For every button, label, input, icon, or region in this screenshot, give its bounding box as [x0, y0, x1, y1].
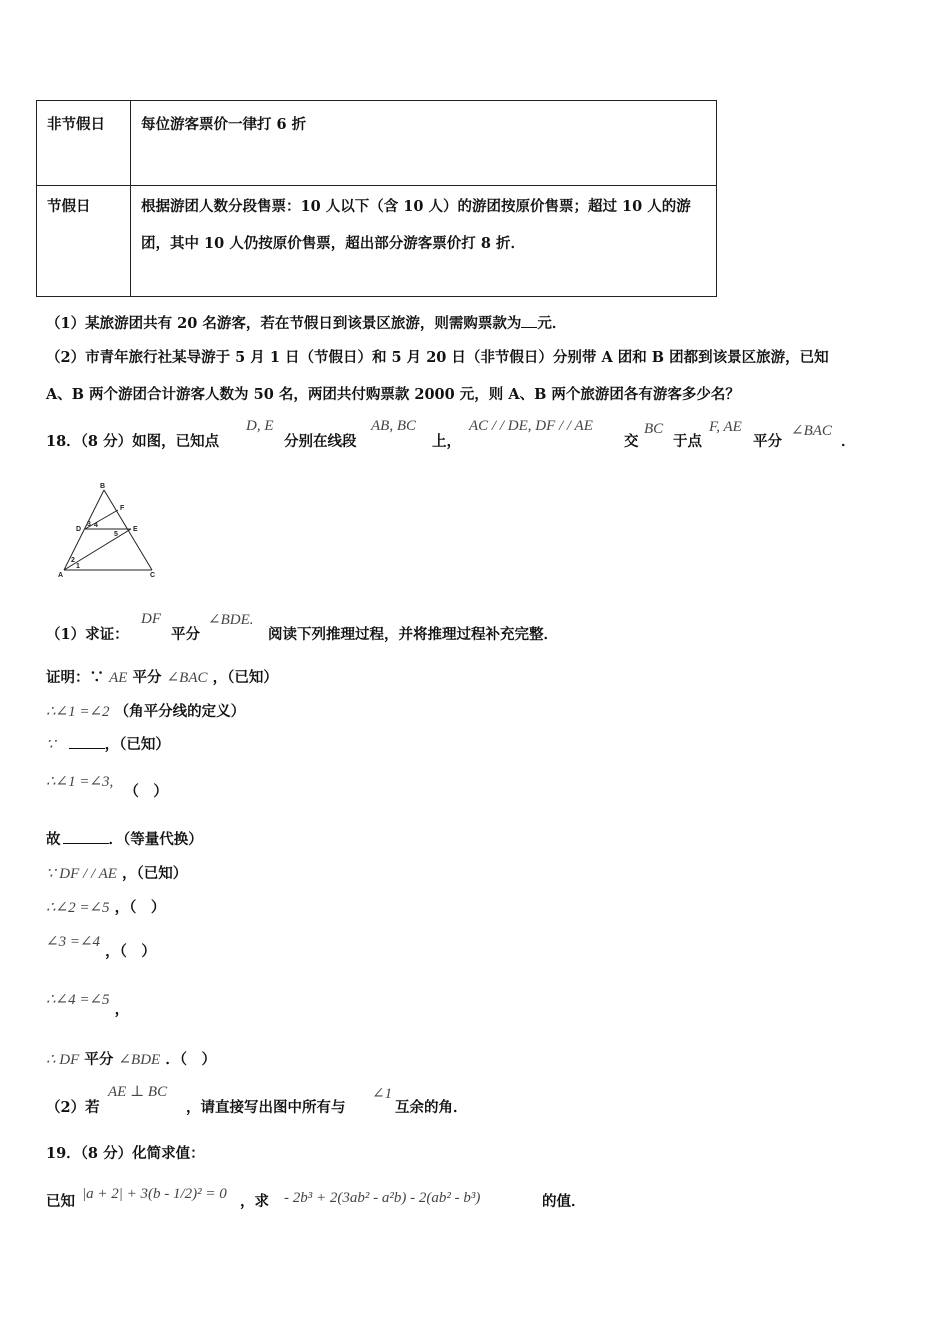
proof-line-6: [46, 862, 187, 883]
math-f-ae: F, AE: [709, 419, 742, 435]
proof-text: （角平分线的定义）: [114, 703, 246, 720]
q18-sub1-text: 阅读下列推理过程，并将推理过程补充完整．: [268, 626, 558, 643]
price-table: [36, 100, 717, 297]
proof-text: ，（ ）: [105, 943, 156, 960]
proof-line-3: [46, 733, 170, 754]
q18-text: 上，: [432, 433, 461, 450]
q18-sub1-text: 平分: [171, 626, 200, 643]
proof-text: ，（已知）: [122, 865, 188, 882]
answer-blank: [521, 313, 537, 328]
label-angle-2: 2: [71, 557, 75, 564]
q17-part1-unit: 元．: [537, 315, 567, 332]
proof-math: ∠3 =∠4: [46, 934, 101, 950]
proof-text: 故: [46, 831, 61, 848]
math-ae-perp-bc: AE ⊥ BC: [108, 1084, 168, 1100]
proof-math: ∠BAC: [166, 670, 208, 686]
proof-line-10: [46, 1048, 216, 1069]
proof-text: ．（等量代换）: [108, 831, 203, 848]
q17-part1: [46, 312, 566, 333]
q18-sub2-text: ，请直接写出图中所有与: [186, 1099, 346, 1116]
proof-text: ．（ ）: [165, 1051, 217, 1068]
label-angle-5: 5: [114, 531, 118, 538]
q18-text: 于点: [673, 433, 702, 450]
proof-math: ∠BDE: [118, 1052, 161, 1068]
proof-math: ∵: [46, 737, 56, 753]
q18-text: 平分: [753, 433, 782, 450]
q18-sub2-label: （2）若: [46, 1099, 100, 1116]
table-cell-key: 非节假日: [37, 101, 131, 186]
proof-math: ∵ DF / / AE: [46, 866, 117, 882]
q19-expression-math: - 2b³ + 2(3ab² - a²b) - 2(ab² - b³): [284, 1190, 481, 1206]
math-angle-1: ∠1: [372, 1086, 393, 1102]
q18-sub1-label: （1）求证：: [46, 626, 129, 643]
q18-sub2: [46, 1082, 646, 1118]
label-angle-3: 3: [87, 521, 91, 528]
segment-bc: [104, 490, 152, 570]
proof-math: ∴∠4 =∠5: [46, 992, 110, 1008]
proof-text: ，: [114, 1001, 130, 1018]
label-e: E: [133, 526, 138, 533]
proof-line-1: [46, 666, 278, 687]
q19-text: ，求: [240, 1193, 269, 1210]
label-f: F: [120, 505, 125, 512]
math-df: DF: [141, 611, 161, 627]
proof-line-5: [46, 828, 203, 849]
label-a: A: [58, 572, 64, 579]
proof-math: ∴∠2 =∠5: [46, 900, 110, 916]
proof-text: 证明：∵: [46, 669, 104, 686]
q17-part1-text: （1）某旅游团共有 20 名游客，若在节假日到该景区旅游，则需购票款为: [46, 315, 522, 332]
proof-blank: [69, 734, 105, 749]
q17-part2-line2: A、B 两个游团合计游客人数为 50 名，两团共付购票款 2000 元，则 A、B 两个旅游团各有游客多少名？: [46, 386, 740, 403]
label-d: D: [76, 526, 82, 533]
math-angle-bde: ∠BDE.: [208, 612, 254, 628]
proof-text: ，（ ）: [114, 899, 166, 916]
proof-reason-blank: （ ）: [124, 783, 168, 800]
proof-text: ，（已知）: [104, 736, 170, 753]
proof-math: ∴ DF: [46, 1052, 80, 1068]
label-angle-4: 4: [94, 522, 98, 529]
q19-text: 已知: [46, 1193, 75, 1210]
proof-blank: [63, 829, 109, 844]
q19-text: 的值．: [542, 1193, 586, 1210]
q18-sub1: [46, 610, 746, 646]
q18-text: ．: [841, 433, 856, 450]
proof-text: 平分: [84, 1051, 114, 1068]
table-cell-value: 根据游团人数分段售票：10 人以下（含 10 人）的游团按原价售票；超过 10 人的游团，其中 10 人仍按原价售票，超出部分游客票价打 8 折．: [131, 186, 717, 297]
proof-line-8: [46, 930, 156, 960]
proof-line-9: [46, 988, 130, 1018]
q18-heading: [46, 418, 906, 454]
table-cell-value: 每位游客票价一律打 6 折: [131, 101, 717, 186]
label-angle-1: 1: [76, 563, 80, 570]
table-row: [37, 186, 717, 297]
math-bc: BC: [644, 421, 664, 437]
proof-text: 平分: [132, 669, 162, 686]
q18-text: 分别在线段: [284, 433, 357, 450]
geometry-figure: [54, 480, 166, 582]
math-points-de: D, E: [246, 418, 274, 434]
q18-sub2-text: 互余的角．: [395, 1099, 468, 1116]
label-b: B: [100, 483, 106, 490]
proof-math: AE: [109, 670, 128, 686]
math-angle-bac: ∠BAC: [791, 423, 832, 439]
q19-title: 19．（8 分）化简求值：: [46, 1145, 205, 1162]
proof-line-2: [46, 700, 245, 721]
proof-line-7: [46, 896, 165, 917]
q18-number: 18．（8 分）如图，已知点: [46, 433, 220, 450]
q19-expression: [46, 1182, 686, 1222]
q19-condition: |a + 2| + 3(b - 1/2)² = 0: [82, 1186, 227, 1202]
proof-math: ∴∠1 =∠3,: [46, 774, 114, 790]
table-row: [37, 101, 717, 186]
proof-line-4: [46, 770, 168, 800]
math-parallel: AC / / DE, DF / / AE: [469, 418, 593, 434]
math-segments: AB, BC: [371, 418, 416, 434]
table-cell-key: 节假日: [37, 186, 131, 297]
label-c: C: [150, 572, 156, 579]
proof-math: ∴∠1 =∠2: [46, 704, 110, 720]
q17-part2-line1: （2）市青年旅行社某导游于 5 月 1 日（节假日）和 5 月 20 日（非节假日）分别带 A 团和 B 团都到该景区旅游，已知: [46, 349, 829, 366]
proof-text: ，（已知）: [212, 669, 278, 686]
q18-text: 交: [624, 433, 639, 450]
